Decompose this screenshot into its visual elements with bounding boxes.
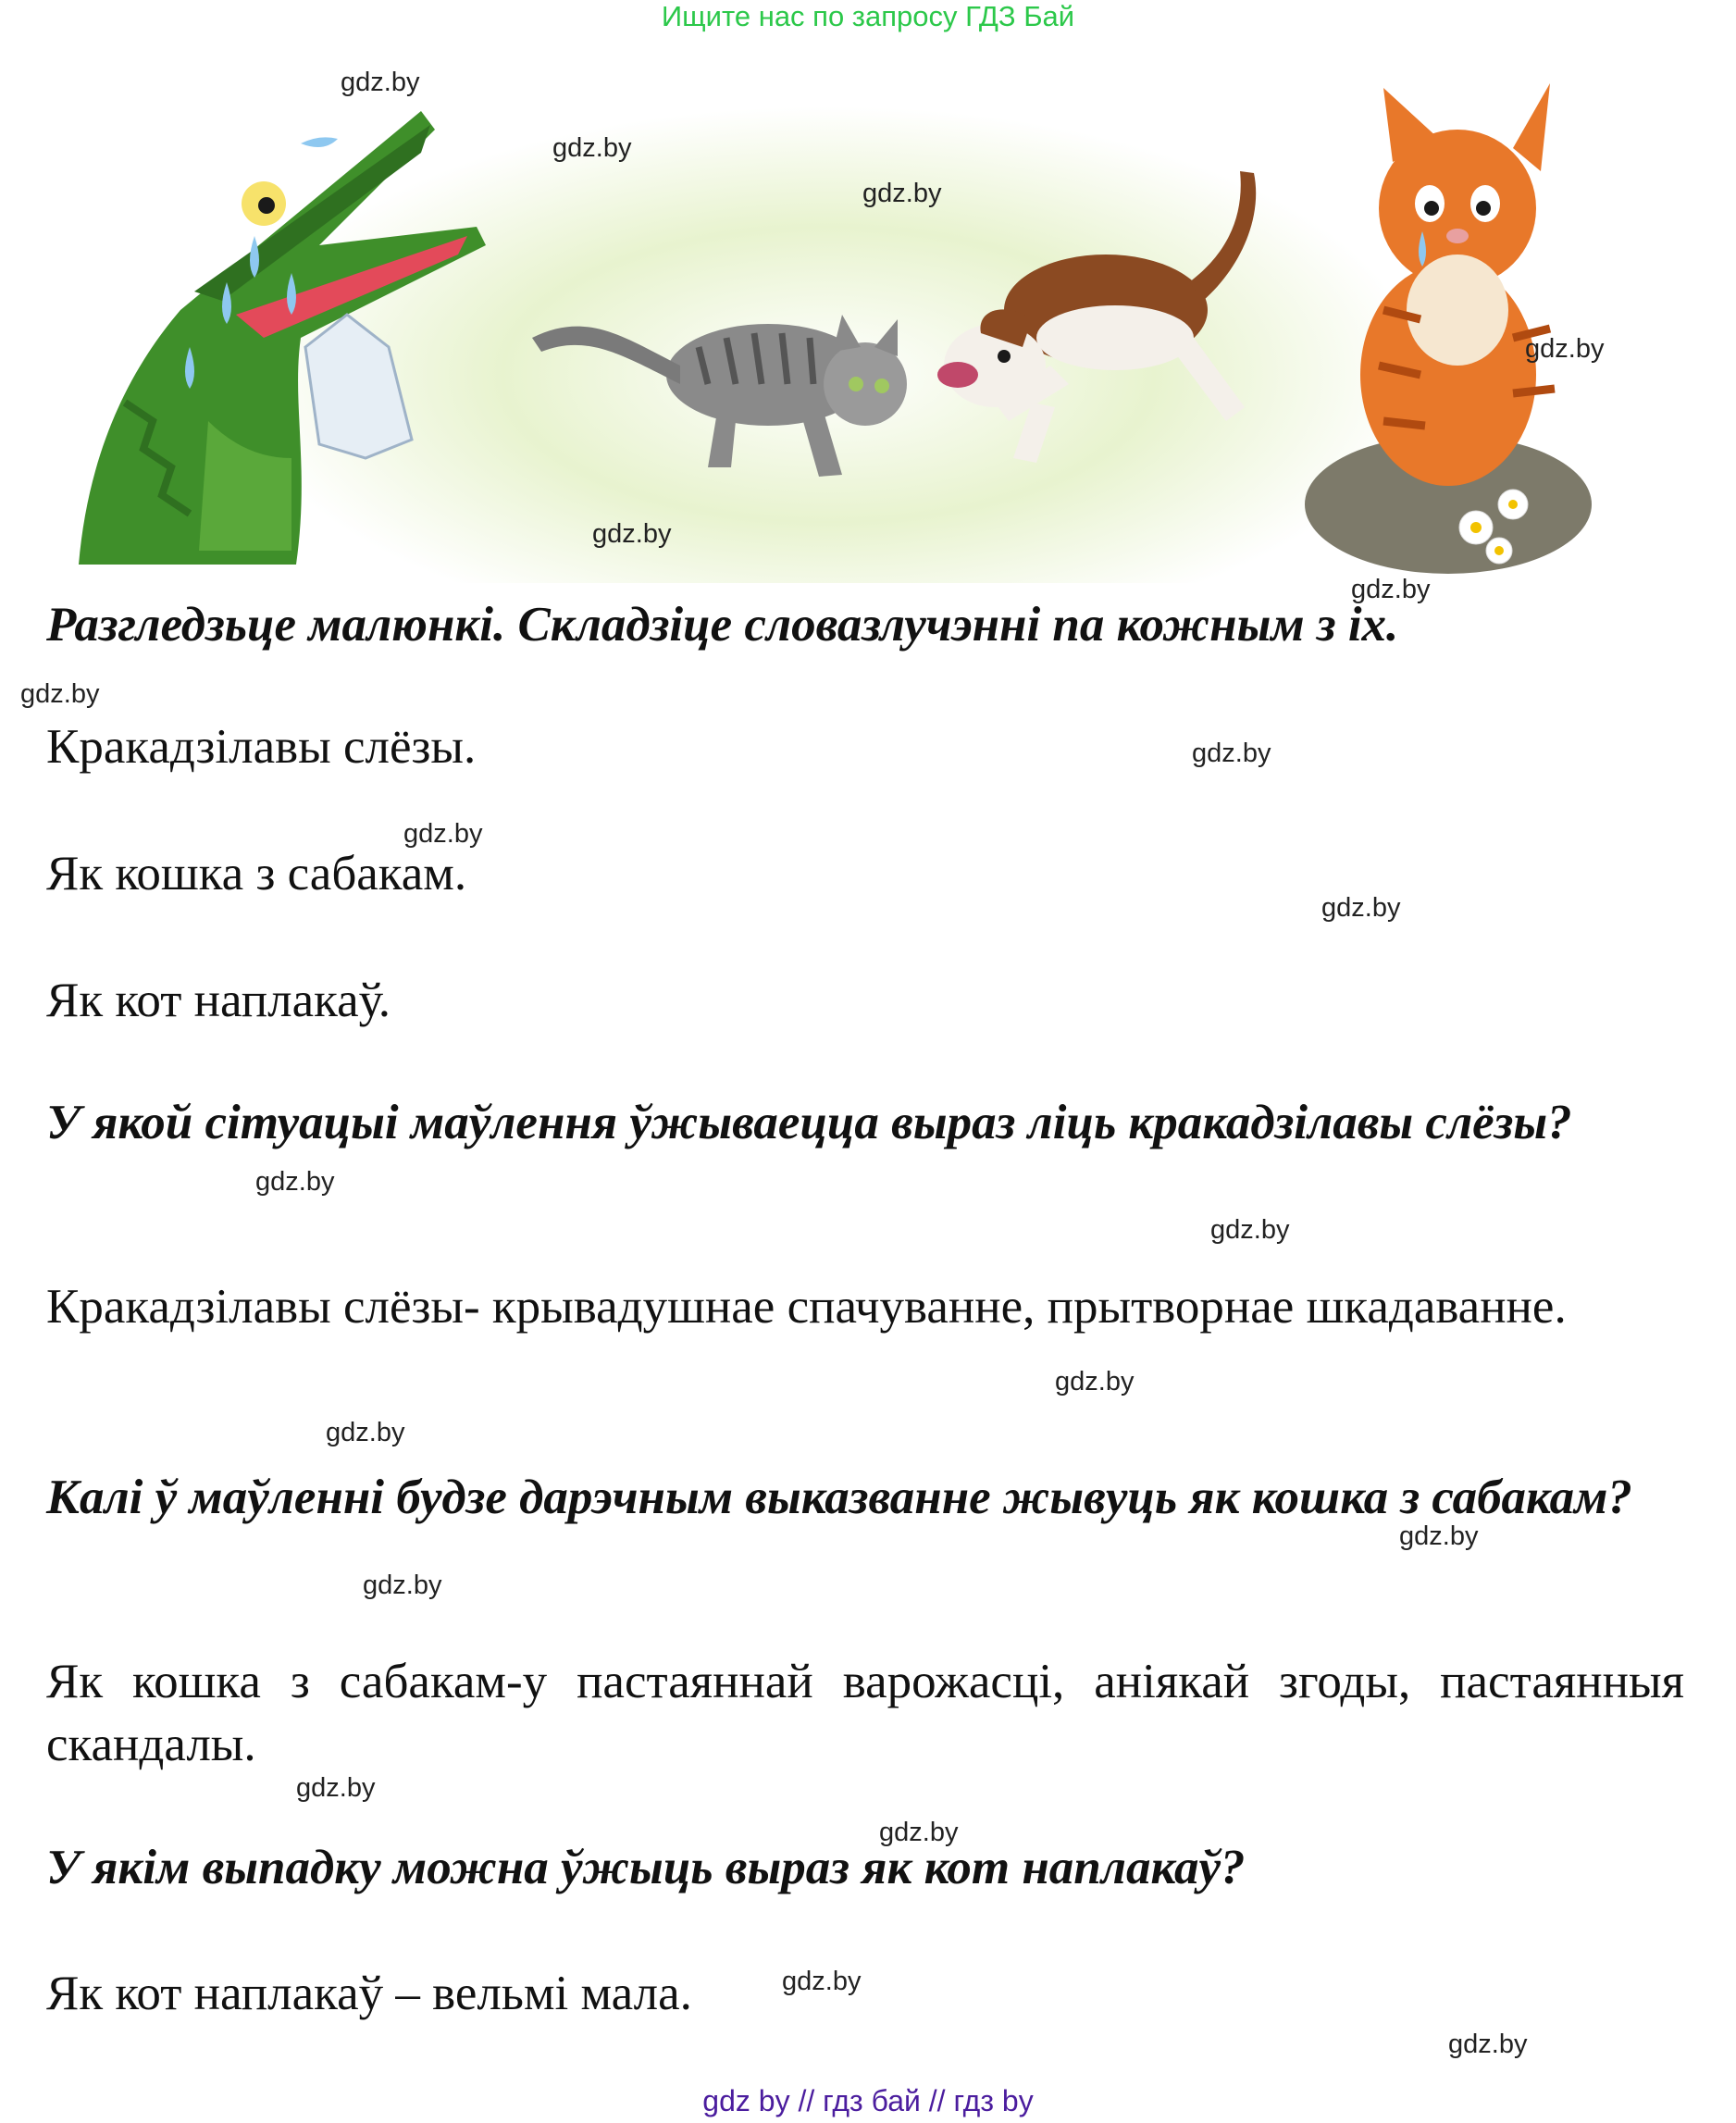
task-answer: Як кот наплакаў. [46, 974, 391, 1027]
answer: Кракадзілавы слёзы- крывадушнае спачуванне, прытворнае шкадаванне. [46, 1280, 1567, 1334]
question: У якім выпадку можна ўжыць выраз як кот наплакаў? [46, 1841, 1246, 1894]
watermark: gdz.by [341, 68, 420, 97]
task-instruction: Разгледзьце малюнкі. Складзіце словазлучэнні па кожным з іх. [46, 598, 1399, 652]
question: Калі ў маўленні будзе дарэчным выказванне жывуць як кошка з сабакам? [46, 1471, 1632, 1524]
watermark: gdz.by [592, 519, 672, 549]
top-banner[interactable]: Ищите нас по запросу ГДЗ Бай [661, 0, 1075, 32]
watermark: gdz.by [1399, 1521, 1479, 1551]
watermark: gdz.by [1351, 575, 1431, 604]
watermark: gdz.by [1448, 2030, 1528, 2059]
question: У якой сітуацыі маўлення ўжываецца выраз ліць кракадзілавы слёзы? [46, 1096, 1572, 1149]
watermark: gdz.by [1321, 893, 1401, 923]
watermark: gdz.by [1055, 1367, 1135, 1397]
watermark: gdz.by [403, 819, 483, 849]
watermark: gdz.by [326, 1418, 405, 1447]
watermark: gdz.by [552, 133, 632, 163]
watermark: gdz.by [20, 679, 100, 709]
task-answer: Кракадзілавы слёзы. [46, 720, 477, 774]
watermark: gdz.by [862, 179, 942, 208]
illustration [69, 69, 1619, 583]
watermark: gdz.by [363, 1571, 442, 1600]
watermark: gdz.by [1210, 1215, 1290, 1245]
footer-links[interactable]: gdz by // гдз бай // гдз by [702, 2084, 1034, 2117]
answer: Як кошка з сабакам-у пастаяннай варожасці, аніякай згоды, пастаянныя скандалы. [46, 1655, 1684, 1771]
task-answer: Як кошка з сабакам. [46, 847, 467, 900]
watermark: gdz.by [879, 1818, 959, 1847]
watermark: gdz.by [1525, 334, 1605, 364]
answer: Як кот наплакаў – вельмі мала. [46, 1967, 692, 2020]
watermark: gdz.by [1192, 739, 1271, 768]
watermark: gdz.by [255, 1167, 335, 1197]
watermark: gdz.by [782, 1967, 862, 1996]
watermark: gdz.by [296, 1773, 376, 1803]
